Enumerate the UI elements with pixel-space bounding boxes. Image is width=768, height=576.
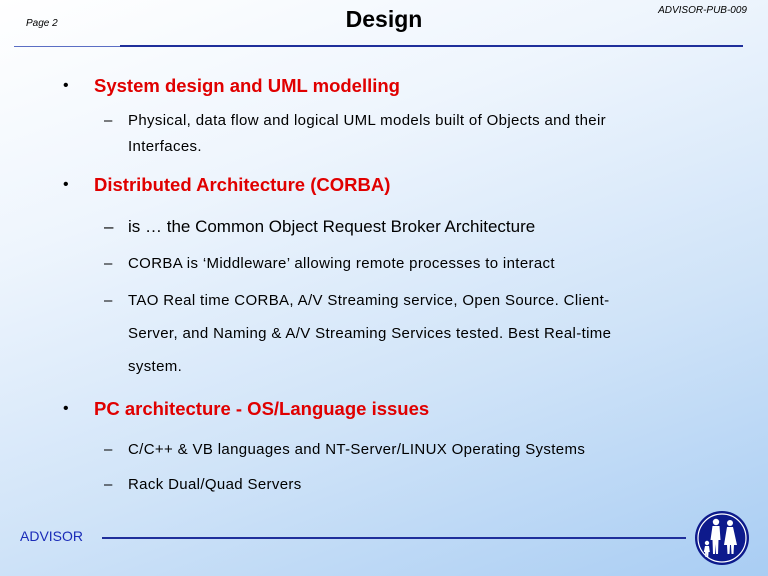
slide-title: Design [345, 6, 423, 32]
dash-icon: – [104, 441, 113, 458]
dash-icon: – [104, 112, 113, 129]
dash-icon: – [104, 217, 114, 236]
sub-point-line: CORBA is ‘Middleware’ allowing remote processes to interact [128, 255, 555, 272]
dash-icon: – [104, 292, 113, 309]
document-reference: ADVISOR-PUB-009 [658, 5, 747, 16]
bullet-icon: • [63, 400, 69, 417]
bullet-icon: • [63, 176, 69, 193]
sub-point-line: is … the Common Object Request Broker Architecture [128, 217, 536, 236]
family-circle-logo-icon [694, 510, 750, 566]
section-heading: System design and UML modelling [94, 75, 400, 96]
section-heading: Distributed Architecture (CORBA) [94, 174, 391, 195]
bullet-icon: • [63, 77, 69, 94]
sub-point-line: Interfaces. [128, 138, 202, 155]
footer-label: ADVISOR [20, 528, 84, 544]
footer-divider [102, 537, 686, 539]
sub-point-line: C/C++ & VB languages and NT-Server/LINUX Operating Systems [128, 441, 586, 458]
header-divider [120, 45, 743, 47]
sub-point-line: Rack Dual/Quad Servers [128, 476, 302, 493]
sub-point-line: Physical, data flow and logical UML models built of Objects and their [128, 112, 606, 129]
header-divider-left [14, 46, 120, 47]
section-heading: PC architecture - OS/Language issues [94, 398, 430, 419]
sub-point-line: system. [128, 358, 183, 375]
sub-point-line: Server, and Naming & A/V Streaming Services tested. Best Real-time [128, 325, 612, 342]
dash-icon: – [104, 476, 113, 493]
page-number: Page 2 [26, 18, 58, 29]
sub-point-line: TAO Real time CORBA, A/V Streaming service, Open Source. Client- [128, 292, 610, 309]
dash-icon: – [104, 255, 113, 272]
